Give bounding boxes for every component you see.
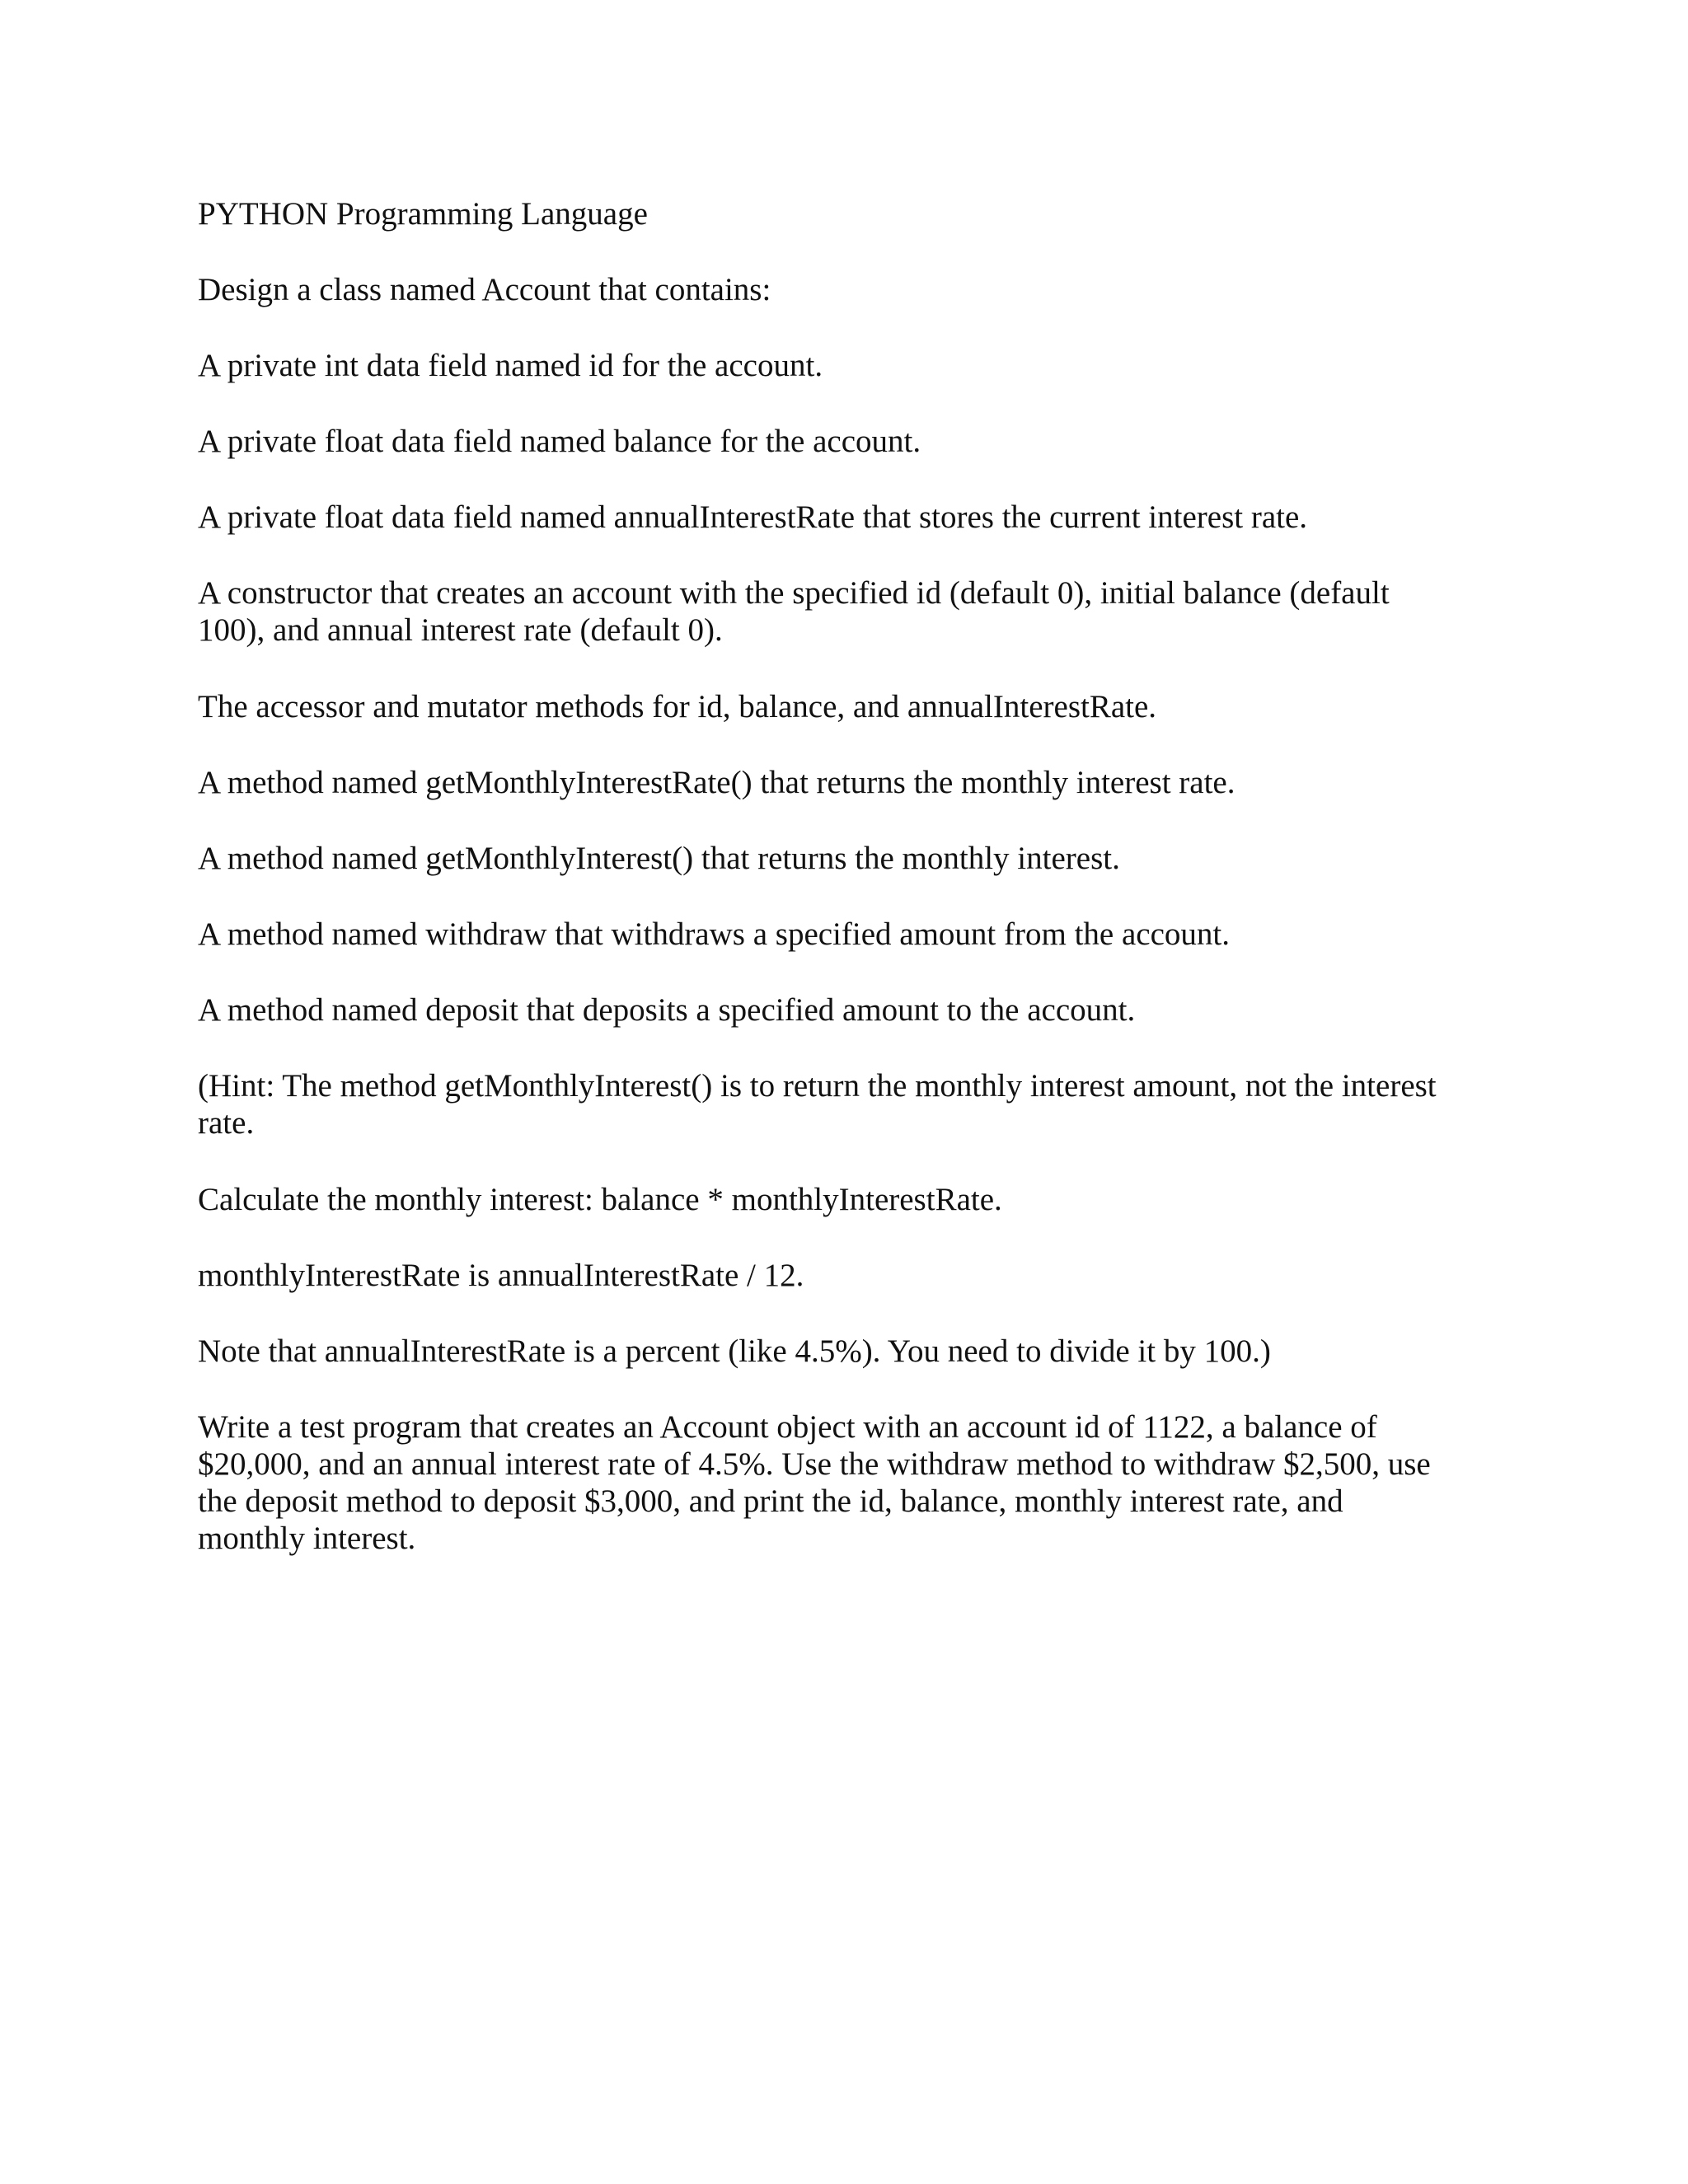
paragraph-monthly-rate-formula: monthlyInterestRate is annualInterestRate / 12. [198,1258,804,1293]
paragraph-deposit-method: A method named deposit that deposits a specified amount to the account. [198,992,1136,1028]
document-title: PYTHON Programming Language [198,196,648,232]
paragraph-interest-field: A private float data field named annualInterestRate that stores the current interest rate. [198,499,1308,535]
paragraph-monthly-interest-method: A method named getMonthlyInterest() that returns the monthly interest. [198,841,1120,876]
paragraph-withdraw-method: A method named withdraw that withdraws a specified amount from the account. [198,916,1230,952]
paragraph-id-field: A private int data field named id for the account. [198,348,823,383]
paragraph-test-program: Write a test program that creates an Account object with an account id of 1122, a balance of $20,000, and an annual interest rate of 4.5%. Use the withdraw method to withdraw $2,500, use the deposit method to deposit $3,000, and print the id, balance, monthly interest rate, and monthly interest. [198,1409,1431,1556]
paragraph-percent-note: Note that annualInterestRate is a percent (like 4.5%). You need to divide it by 100.) [198,1333,1271,1369]
paragraph-balance-field: A private float data field named balance for the account. [198,424,921,459]
paragraph-calculation: Calculate the monthly interest: balance * monthlyInterestRate. [198,1182,1002,1217]
paragraph-constructor: A constructor that creates an account with the specified id (default 0), initial balance (default 100), and annual interest rate (default 0). [198,575,1390,648]
paragraph-hint: (Hint: The method getMonthlyInterest() is to return the monthly interest amount, not the interest rate. [198,1068,1437,1141]
paragraph-design-class: Design a class named Account that contains: [198,272,771,307]
paragraph-accessors: The accessor and mutator methods for id, balance, and annualInterestRate. [198,689,1157,724]
paragraph-monthly-rate-method: A method named getMonthlyInterestRate() that returns the monthly interest rate. [198,765,1236,800]
